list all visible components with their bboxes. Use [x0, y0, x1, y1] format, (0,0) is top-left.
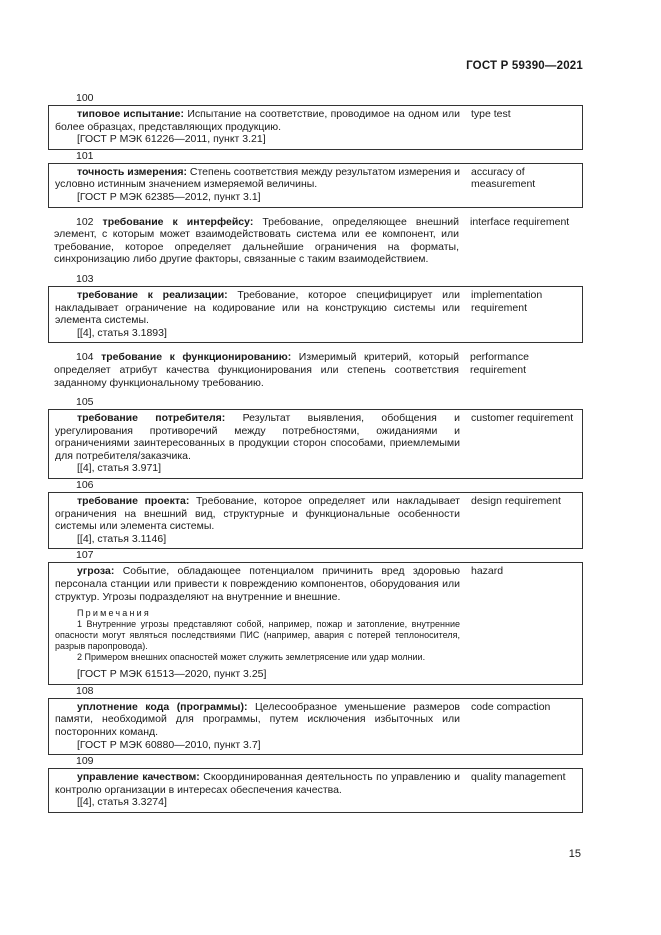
- term-entry-108: [48, 698, 583, 755]
- term-english: quality management: [471, 771, 566, 784]
- term-number: 106: [76, 479, 94, 492]
- term-entry-109: [48, 768, 583, 813]
- term-number: 102: [76, 215, 94, 228]
- term-definition: Скоординированная деятельность по управлению и контролю организации в интересах обеспечения качества.: [55, 771, 460, 796]
- term-name: точность измерения:: [77, 165, 187, 178]
- term-definition-block: [48, 349, 465, 392]
- term-source: [ГОСТ Р МЭК 60880—2010, пункт 3.7]: [77, 738, 261, 751]
- term-name: управление качеством:: [77, 771, 200, 784]
- term-number: 104: [76, 351, 94, 364]
- term-english: customer requirement: [471, 412, 574, 425]
- term-definition-block: [48, 214, 465, 269]
- term-name: угроза:: [77, 565, 115, 578]
- term-definition: Степень соответствия между результатом измерения и условно истинным значением измеряемой величины.: [55, 165, 460, 191]
- term-english: implementation requirement: [471, 288, 543, 314]
- term-entry-102: [48, 214, 583, 269]
- term-source: [[4], статья 3.3274]: [77, 796, 167, 809]
- term-name: требование потребителя:: [77, 412, 226, 425]
- term-number: 103: [76, 272, 94, 285]
- term-definition: Измеримый критерий, который определяет атрибут качества функционирования или степень соответствия заданному функциональному требованию.: [54, 351, 460, 389]
- term-source: [[4], статья 3.971]: [77, 462, 162, 475]
- term-source: [[4], статья 3.1146]: [77, 532, 167, 545]
- term-number: 107: [76, 549, 94, 562]
- term-name: требование к функционированию:: [101, 351, 292, 364]
- term-definition-block: [49, 164, 466, 207]
- term-number: 100: [76, 92, 94, 104]
- term-definition-block: [49, 287, 466, 342]
- term-definition: Испытание на соответствие, проводимое на одном или более образцах, представляющих продукцию.: [55, 108, 460, 133]
- term-english: type test: [471, 108, 511, 120]
- term-entry-105: [48, 409, 583, 479]
- term-definition: Результат выявления, обобщения и урегулирования противоречий между потребностями, ожиданиями и ограничениями заинтересованных в продукции сторон способами, приемлемыми для потребителя/заказчика.: [55, 412, 460, 462]
- term-definition-block: [49, 769, 466, 812]
- term-definition-block: [49, 106, 466, 149]
- term-source: [ГОСТ Р МЭК 61513—2020, пункт 3.25]: [77, 668, 267, 681]
- term-english: performance requirement: [470, 351, 529, 376]
- note-1: 1 Внутренние угрозы представляют собой, например, пожар и затопление, внутренние опасности могут являться последствиями ПИС (например, авария с потерей теплоносителя, разрыв паропровода).: [55, 619, 460, 652]
- term-definition: Требование, которое специфицирует или накладывает ограничение на кодирование или на конструкцию системы или элемента системы.: [55, 288, 460, 327]
- term-definition: Событие, обладающее потенциалом причинить вред здоровью персонала станции или привести к повреждению компонентов, оборудования или структур. Угрозы подразделяют на внутренние и внешние.: [55, 565, 460, 603]
- term-english: code compaction: [471, 700, 551, 713]
- term-number: 109: [76, 755, 94, 768]
- term-definition-block: [49, 493, 466, 548]
- term-number: 108: [76, 684, 94, 697]
- term-name: уплотнение кода (программы):: [77, 700, 248, 713]
- term-entry-107: [48, 562, 583, 684]
- term-number: 105: [76, 396, 94, 409]
- term-entry-106: [48, 492, 583, 549]
- term-definition-block: [49, 699, 466, 754]
- term-name: требование к реализации:: [77, 288, 228, 301]
- term-name: требование проекта:: [77, 495, 190, 508]
- term-entry-100: [48, 105, 583, 150]
- term-entry-103: [48, 286, 583, 343]
- term-definition: Целесообразное уменьшение размеров памяти, необходимой для программы, путем исключения избыточных или посторонних команд.: [55, 700, 460, 738]
- term-entry-104: [48, 349, 583, 392]
- term-number: 101: [76, 149, 94, 162]
- note-2: 2 Примером внешних опасностей может служить землетрясение или удар молнии.: [77, 652, 426, 663]
- term-entry-101: [48, 163, 583, 208]
- term-definition-block: [49, 563, 466, 683]
- standard-designation: ГОСТ Р 59390—2021: [466, 60, 583, 72]
- term-definition-block: [49, 410, 466, 478]
- term-english: hazard: [471, 565, 504, 578]
- terms-list: [48, 92, 583, 813]
- term-definition: Требование, которое определяет или накладывает ограничения на внешний вид, структурные и функциональные особенности системы или элемента системы.: [55, 495, 460, 533]
- term-name: типовое испытание:: [77, 108, 184, 120]
- term-source: [ГОСТ Р МЭК 61226—2011, пункт 3.21]: [77, 133, 266, 146]
- page-number: 15: [568, 848, 581, 860]
- term-definition: Требование, определяющее внешний элемент, с которым может взаимодействовать система или ее компонент, или требование, которое определяет дальнейшие ограничения на форматы, синхронизацию либо другие факторы, связанные с таким взаимодействием.: [54, 215, 459, 266]
- notes-heading: Примечания: [77, 608, 151, 619]
- term-source: [[4], статья 3.1893]: [77, 326, 167, 339]
- term-source: [ГОСТ Р МЭК 62385—2012, пункт 3.1]: [77, 190, 261, 203]
- term-name: требование к интерфейсу:: [102, 215, 254, 228]
- term-english: accuracy of measurement: [471, 165, 536, 191]
- term-english: interface requirement: [470, 215, 570, 228]
- term-english: design requirement: [471, 495, 561, 508]
